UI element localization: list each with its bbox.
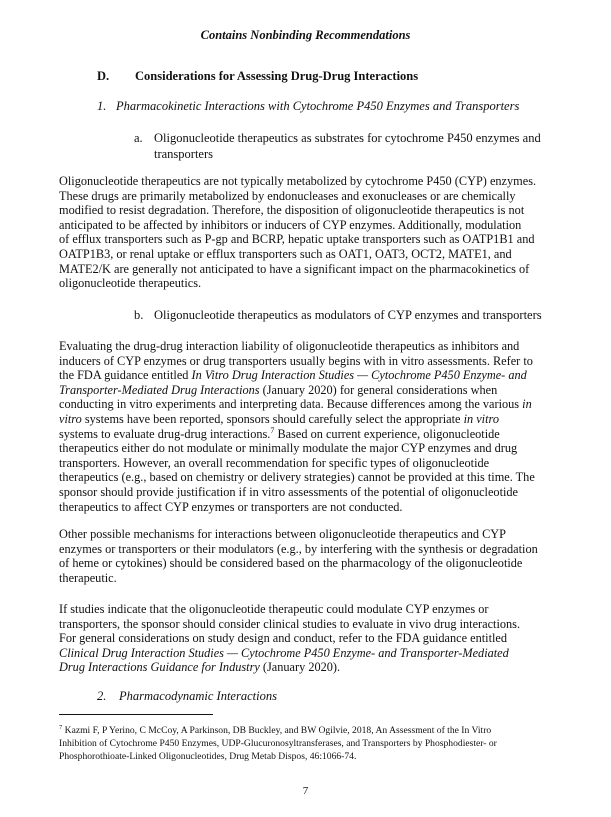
italic-run: in [522,397,532,412]
italic-run: in vitro [463,411,499,426]
text-line: therapeutics to affect CYP enzymes or transporters are not conducted. [59,499,403,514]
text-line: transporters, the sponsor should consider clinical studies to evaluate in vivo drug interactions. [59,616,521,631]
guidance-title-italic: Drug Interactions Guidance for Industry [59,660,260,675]
paragraph-other-mechanisms [59,527,559,585]
subsection-heading-2 [97,689,277,704]
text-run: (January 2020). [259,660,341,675]
item-heading-b [134,307,574,325]
item-title: Oligonucleotide therapeutics as modulators of CYP enzymes and transporters [154,308,542,322]
text-line [59,397,559,412]
text-line [59,660,559,675]
text-line: Oligonucleotide therapeutics are not typically metabolized by cytochrome P450 (CYP) enzymes. [59,174,537,188]
item-heading-a [134,130,574,164]
text-line [59,427,559,442]
section-heading-d [97,69,418,84]
footnote-line: Phosphorothioate-Linked Oligonucleotides, Drug Metab Dispos, 46:1066-74. [59,751,357,762]
text-line: therapeutic. [59,570,117,585]
footnote-divider [59,714,213,715]
text-run: systems have been reported, sponsors should carefully select the appropriate [81,411,464,426]
italic-run: vitro [59,411,82,426]
text-run: systems to evaluate drug-drug interactions. [59,426,271,441]
text-line [59,646,559,661]
text-line: enzymes or transporters or their modulators (e.g., by interfering with the synthesis or degradation [59,541,538,556]
text-run: Based on current experience, oligonucleotide [274,426,500,441]
text-line: anticipated to be affected by inhibitors or inducers of CYP enzymes. Additionally, modulation [59,217,522,232]
text-line: If studies indicate that the oligonucleotide therapeutic could modulate CYP enzymes or [59,602,489,616]
footnote-line: Inhibition of Cytochrome P450 Enzymes, UDP-Glucuronosyltransferases, and Transporters by Phosphodiester- or [59,738,497,749]
footnote-marker: 7 [59,723,63,731]
guidance-title-italic: Transporter-Mediated Drug Interactions [59,382,260,397]
text-line: therapeutics (e.g., based on chemistry or delivery strategies) cannot be provided at this time. The [59,470,535,485]
section-title: Considerations for Assessing Drug-Drug Interactions [135,69,419,83]
text-line [59,412,559,427]
footnote-reference-7[interactable]: 7 [270,425,275,435]
paragraph-clinical-studies [59,602,559,675]
text-line: Evaluating the drug-drug interaction liability of oligonucleotide therapeutics as inhibitors and [59,339,520,353]
text-line: Other possible mechanisms for interactions between oligonucleotide therapeutics and CYP [59,527,507,541]
text-run: (January 2020) for general considerations when [259,382,498,397]
text-line: of efflux transporters such as P-gp and BCRP, hepatic uptake transporters such as OATP1B1 and [59,232,535,247]
text-line [59,383,559,398]
text-line: transporters. However, an overall recommendation for specific types of oligonucleotide [59,455,490,470]
subsection-number: 1. [97,99,107,113]
subsection-number: 2. [97,689,107,703]
text-run: Kazmi F, P Yerino, C McCoy, A Parkinson, DB Buckley, and BW Ogilvie, 2018, An Assessment of the In Vitro [62,725,492,736]
footnote-line [59,724,559,737]
paragraph-modulators [59,339,559,514]
footnote-7 [59,724,559,763]
text-line: These drugs are primarily metabolized by endonucleases and exonucleases or are chemically [59,188,516,203]
text-run: conducting in vitro experiments and interpreting data. Because differences among the various [59,397,523,412]
text-line: OATP1B3, or renal uptake or efflux transporters such as OAT1, OAT3, OCT2, MATE1, and [59,246,512,261]
section-number: D. [97,69,110,83]
text-line: of heme or cytokines) should be considered based on the pharmacology of the oligonucleotide [59,556,523,571]
subsection-title: Pharmacokinetic Interactions with Cytochrome P450 Enzymes and Transporters [116,99,520,113]
text-line [59,368,559,383]
text-line: oligonucleotide therapeutics. [59,276,202,291]
subsection-title: Pharmacodynamic Interactions [119,689,277,703]
paragraph-substrates [59,174,559,291]
item-title [154,130,574,162]
guidance-title-italic: In Vitro Drug Interaction Studies — Cytochrome P450 Enzyme- and [191,368,527,383]
subsection-heading-1 [97,99,519,114]
item-number: b. [134,308,144,322]
text-line: inducers of CYP enzymes or drug transporters usually begins with in vitro assessments. Refer to [59,353,533,368]
text-line: For general considerations on study design and conduct, refer to the FDA guidance entitled [59,631,508,646]
item-number: a. [134,131,143,145]
page-header: Contains Nonbinding Recommendations [200,28,411,42]
guidance-title-italic: Clinical Drug Interaction Studies — Cytochrome P450 Enzyme- and Transporter-Mediated [59,645,509,660]
item-title-line: transporters [154,147,214,161]
text-line: sponsor should provide justification if in vitro assessments of the potential of oligonucleotide [59,484,519,499]
text-line: modified to resist degradation. Therefore, the disposition of oligonucleotide therapeutics is not [59,203,525,218]
item-title-line: Oligonucleotide therapeutics as substrates for cytochrome P450 enzymes and [154,131,541,145]
text-line: therapeutics either do not modulate or minimally modulate the major CYP enzymes and drug [59,441,518,456]
text-line: MATE2/K are generally not anticipated to have a significant impact on the pharmacokinetics of [59,261,530,276]
text-run: the FDA guidance entitled [59,368,192,383]
page-number: 7 [302,785,309,797]
